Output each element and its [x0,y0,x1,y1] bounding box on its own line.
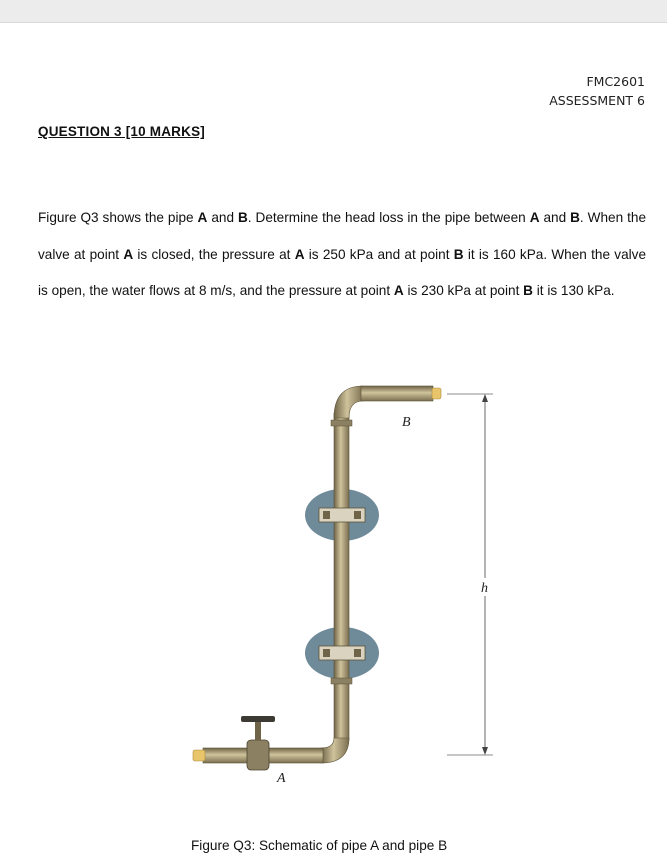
figure-caption: Figure Q3: Schematic of pipe A and pipe B [191,838,448,853]
text-run: is 250 kPa and at point [304,246,454,262]
text-run: Figure Q3 shows the pipe [38,210,198,225]
point-a-label: A [529,210,540,225]
point-a-label: A [393,283,404,298]
text-run: and [539,210,571,225]
point-b-label: B [523,283,533,298]
text-run: it is 130 kPa. [532,283,615,298]
label-a: A [277,771,286,786]
pipe-flange [331,678,352,684]
top-elbow [334,386,363,418]
label-h: h [481,581,488,596]
bottom-elbow [321,738,349,763]
inlet-nozzle-a [193,750,205,761]
pipe-clamp-upper [319,508,365,522]
label-b: B [402,415,411,430]
point-a-label: A [197,210,208,225]
point-b-label: B [453,246,464,262]
text-run: . When the valve at point [38,210,647,262]
question-paragraph [38,200,646,310]
document-header [549,72,645,110]
text-run: . Determine the head loss in the pipe between [247,210,530,225]
pipe-clamp-lower [319,646,365,660]
text-run: is 230 kPa at point [403,283,524,298]
dimension-arrow-down [482,747,488,755]
dimension-arrow-up [482,394,488,402]
vertical-pipe [334,413,349,740]
point-b-label: B [237,210,248,225]
pipe-figure [185,378,505,798]
pipe-flange [331,420,352,426]
question-title: QUESTION 3 [10 MARKS] [38,124,205,139]
point-a-label: A [123,246,134,262]
course-code: FMC2601 [586,74,645,89]
point-b-label: B [570,210,580,225]
text-run: it is 160 kPa. When the valve is open, the water flows at 8 m/s, and the pressure at point [38,246,647,298]
top-strip [0,0,667,23]
assessment-label: ASSESSMENT 6 [549,93,645,108]
text-run: is closed, the pressure at [133,246,295,262]
text-run: and [207,210,238,225]
point-a-label: A [294,246,305,262]
top-horizontal-pipe [361,386,433,401]
outlet-nozzle-b [432,388,441,399]
